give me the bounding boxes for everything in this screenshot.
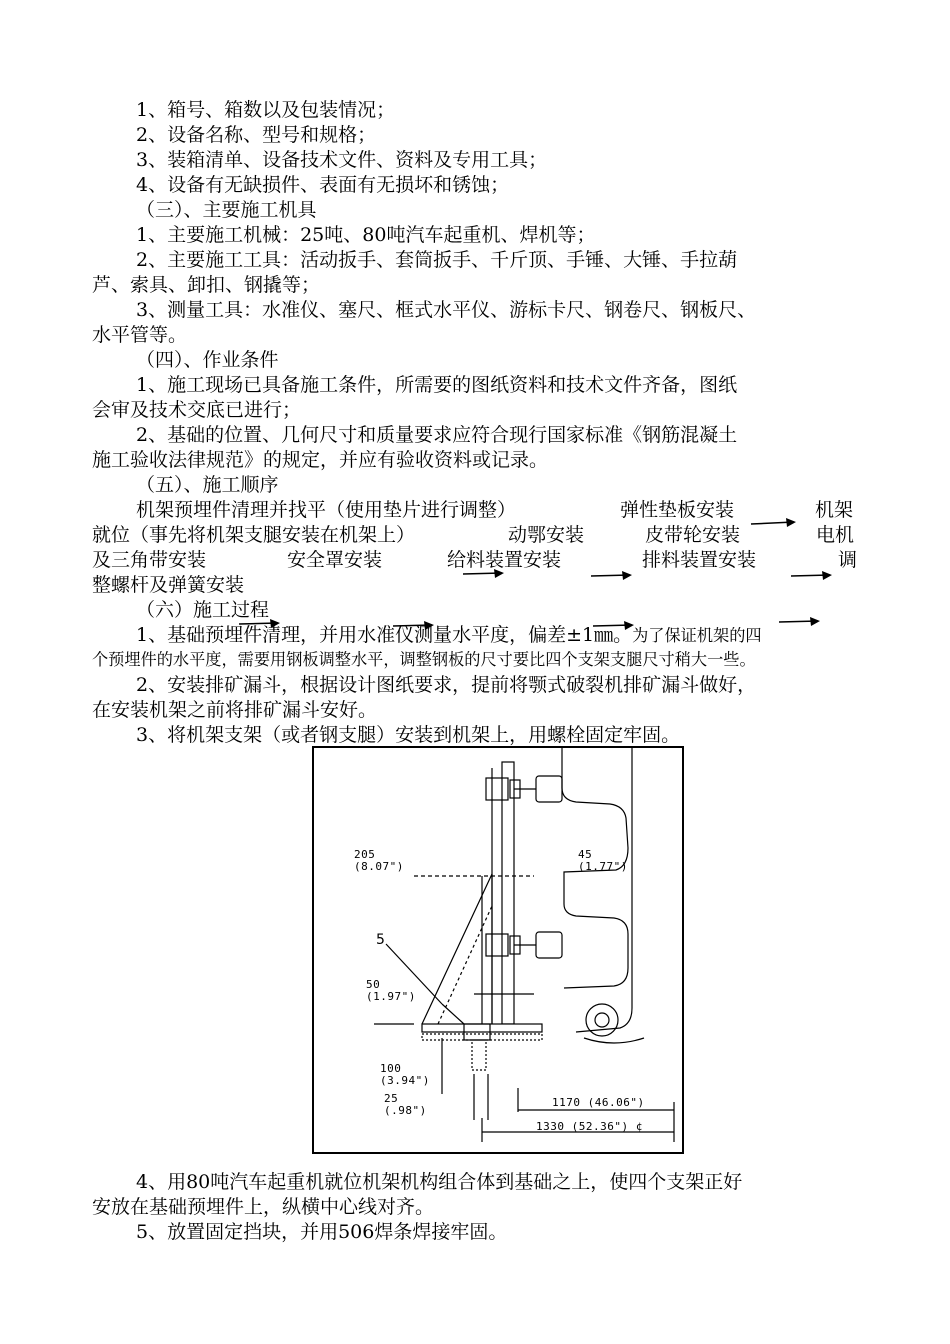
list-item-continued: 芦、索具、卸扣、钢撬等；: [92, 274, 321, 296]
dimension-label: 25: [384, 1092, 399, 1105]
dimension-label: 50: [366, 978, 381, 991]
list-item-text-small: 为了保证机架的四: [632, 626, 762, 645]
list-item: 3、测量工具：水准仪、塞尺、框式水平仪、游标卡尺、钢卷尺、钢板尺、: [136, 299, 757, 321]
list-item: [136, 623, 762, 648]
dimension-label: 1330 (52.36") ¢: [536, 1120, 643, 1133]
dimension-label: (1.77"): [578, 860, 628, 873]
sequence-step: 机架预埋件清理并找平（使用垫片进行调整）: [136, 499, 517, 521]
flow-arrow-icon: [778, 614, 822, 628]
sequence-step: 皮带轮安装: [645, 524, 741, 546]
list-item: 2、基础的位置、几何尺寸和质量要求应符合现行国家标准《钢筋混凝土: [136, 424, 738, 446]
flow-arrow-icon: [462, 566, 506, 580]
sequence-step: 给料装置安装: [447, 549, 562, 571]
sequence-step: 整螺杆及弹簧安装: [92, 574, 245, 596]
section-heading: （五）、施工顺序: [136, 474, 279, 496]
sequence-step: 及三角带安装: [92, 549, 207, 571]
list-item-text: 1、基础预埋件清理，并用水准仪测量水平度，偏差±1㎜。: [136, 624, 633, 646]
dimension-label: (3.94"): [380, 1074, 430, 1087]
list-item: 3、装箱清单、设备技术文件、资料及专用工具；: [136, 149, 548, 171]
sequence-step: 弹性垫板安装: [620, 499, 735, 521]
dimension-label: (8.07"): [354, 860, 404, 873]
section-heading: （四）、作业条件: [136, 349, 279, 371]
sequence-step: 动鄂安装: [508, 524, 585, 546]
list-item-continued: 个预埋件的水平度，需要用钢板调整水平，调整钢板的尺寸要比四个支架支腿尺寸稍大一些。: [92, 650, 756, 669]
technical-drawing: [312, 746, 684, 1154]
dimension-label: 45: [578, 848, 593, 861]
list-item-continued: 会审及技术交底已进行；: [92, 399, 302, 421]
flow-arrow-icon: [790, 568, 834, 582]
list-item-continued: 在安装机架之前将排矿漏斗安好。: [92, 699, 378, 721]
dimension-label: 1170 (46.06"): [552, 1096, 645, 1109]
list-item: 1、箱号、箱数以及包装情况；: [136, 99, 396, 121]
list-item: 4、用80吨汽车起重机就位机架机构组合体到基础之上，使四个支架正好: [136, 1171, 743, 1193]
dimension-label: 100: [380, 1062, 402, 1075]
dimension-label: 205: [354, 848, 376, 861]
list-item: 4、设备有无缺损件、表面有无损坏和锈蚀；: [136, 174, 510, 196]
section-heading: （三）、主要施工机具: [136, 199, 317, 221]
section-heading: （六）施工过程: [136, 599, 270, 621]
list-item: 1、主要施工机械：25吨、80吨汽车起重机、焊机等；: [136, 224, 596, 246]
list-item: 2、安装排矿漏斗，根据设计图纸要求，提前将颚式破裂机排矿漏斗做好，: [136, 674, 757, 696]
sequence-step: 安全罩安装: [287, 549, 383, 571]
list-item: 3、将机架支架（或者钢支腿）安装到机架上，用螺栓固定牢固。: [136, 724, 681, 746]
sequence-step: 电机: [816, 524, 855, 546]
list-item: 2、设备名称、型号和规格；: [136, 124, 377, 146]
sequence-step: 就位（事先将机架支腿安装在机架上）: [92, 524, 416, 546]
sequence-step: 调: [838, 549, 858, 571]
list-item: 5、放置固定挡块，并用506焊条焊接牢固。: [136, 1221, 508, 1243]
list-item-continued: 水平管等。: [92, 324, 188, 346]
dimension-label: (.98"): [384, 1104, 427, 1117]
list-item-continued: 施工验收法律规范》的规定，并应有验收资料或记录。: [92, 449, 549, 471]
list-item: 1、施工现场已具备施工条件，所需要的图纸资料和技术文件齐备，图纸: [136, 374, 738, 396]
sequence-step: 排料装置安装: [642, 549, 757, 571]
sequence-step: 机架: [815, 499, 854, 521]
callout-label: 5: [376, 932, 385, 948]
list-item-continued: 安放在基础预埋件上，纵横中心线对齐。: [92, 1196, 435, 1218]
dimension-label: (1.97"): [366, 990, 416, 1003]
list-item: 2、主要施工工具：活动扳手、套筒扳手、千斤顶、手锤、大锤、手拉葫: [136, 249, 738, 271]
flow-arrow-icon: [750, 516, 798, 530]
flow-arrow-icon: [590, 568, 634, 582]
